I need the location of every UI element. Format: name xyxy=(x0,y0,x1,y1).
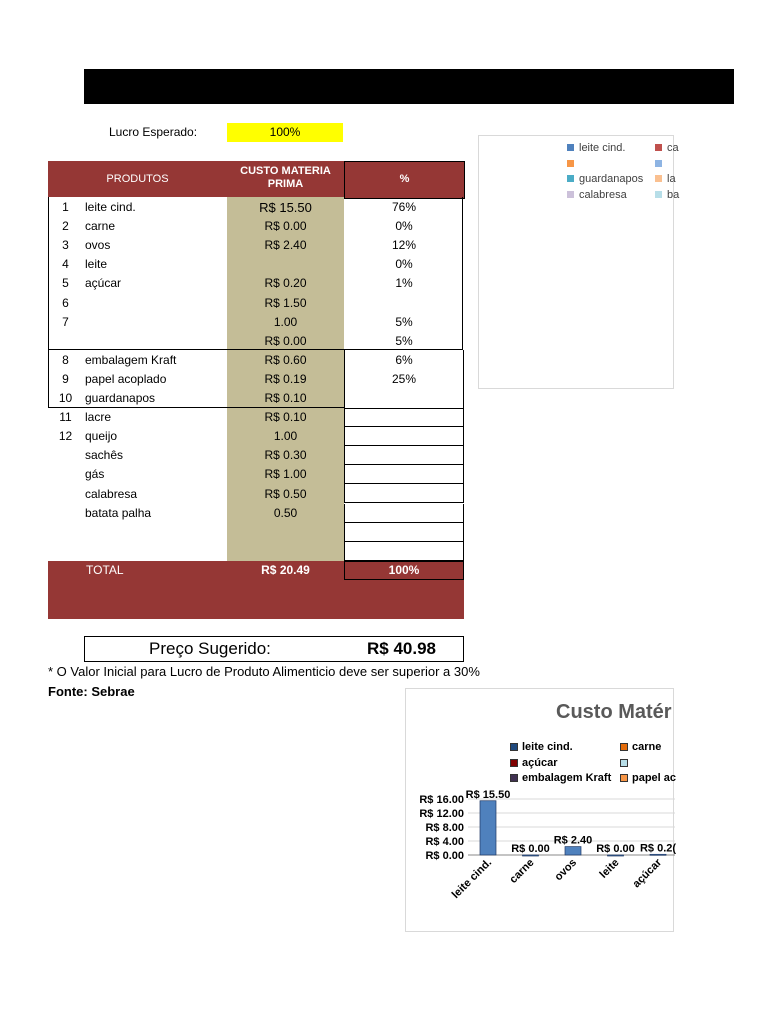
legend-swatch xyxy=(655,160,662,167)
product-cost[interactable]: R$ 2.40 xyxy=(264,238,307,253)
legend-swatch xyxy=(655,144,662,151)
table-row xyxy=(48,255,464,274)
table-row xyxy=(48,370,464,389)
legend-label: ca xyxy=(667,142,679,154)
table-row xyxy=(48,313,464,332)
table-row xyxy=(48,351,464,370)
bar xyxy=(523,855,539,856)
y-tick-label: R$ 16.00 xyxy=(419,794,464,806)
legend-label: papel ac xyxy=(632,772,677,784)
product-name[interactable]: carne xyxy=(85,219,116,234)
row-number: 1 xyxy=(62,200,69,214)
empty-percent-cell[interactable] xyxy=(344,427,464,446)
row-number: 7 xyxy=(62,314,69,329)
product-name[interactable]: queijo xyxy=(85,429,118,444)
legend-item xyxy=(567,158,579,170)
product-name[interactable]: papel acoplado xyxy=(85,371,167,386)
product-name[interactable]: gás xyxy=(85,467,105,482)
product-percent[interactable]: 1% xyxy=(395,276,413,291)
preco-sugerido-box xyxy=(84,636,464,662)
product-percent[interactable]: 5% xyxy=(395,314,413,329)
row-number: 5 xyxy=(62,276,69,291)
data-label: R$ 0.00 xyxy=(596,843,635,855)
row-number: 4 xyxy=(62,257,69,272)
table-row xyxy=(48,217,464,236)
category-label: ovos xyxy=(552,856,580,884)
bar xyxy=(650,854,666,855)
data-label: R$ 0.00 xyxy=(511,843,550,855)
header-custo: CUSTO MATERIA PRIMA xyxy=(227,161,344,197)
product-name[interactable]: leite xyxy=(85,257,108,272)
bar xyxy=(480,801,496,855)
product-name[interactable]: sachês xyxy=(85,448,124,463)
product-name[interactable]: calabresa xyxy=(85,486,138,501)
product-percent[interactable]: 12% xyxy=(391,238,417,253)
total-cost: R$ 20.49 xyxy=(261,563,310,577)
legend-item xyxy=(655,158,667,170)
row-number: 3 xyxy=(62,238,69,253)
legend-label: embalagem Kraft xyxy=(522,772,612,784)
row-number: 6 xyxy=(62,295,69,310)
y-tick-label: R$ 0.00 xyxy=(425,850,464,862)
row-number: 12 xyxy=(58,429,73,444)
table-row xyxy=(48,294,464,313)
product-name[interactable]: leite cind. xyxy=(85,200,136,214)
product-percent[interactable]: 0% xyxy=(395,219,413,234)
legend-item xyxy=(655,189,679,201)
legend-label: leite cind. xyxy=(579,142,626,154)
legend-item xyxy=(567,142,625,154)
table-row xyxy=(48,332,464,351)
legend-label: carne xyxy=(632,741,662,753)
table-row xyxy=(48,389,464,408)
header-produtos: PRODUTOS xyxy=(48,161,227,197)
bar xyxy=(608,855,624,856)
product-cost[interactable]: R$ 0.10 xyxy=(264,410,307,425)
product-cost[interactable]: 1.00 xyxy=(273,429,298,444)
legend-label: guardanapos xyxy=(579,173,644,185)
table-row xyxy=(48,274,464,293)
product-cost[interactable]: R$ 15.50 xyxy=(259,200,312,215)
legend-swatch xyxy=(567,144,574,151)
table-row xyxy=(48,236,464,255)
total-label: TOTAL xyxy=(86,563,124,577)
legend-swatch xyxy=(567,175,574,182)
lucro-value-cell[interactable]: 100% xyxy=(227,123,343,142)
category-label: carne xyxy=(507,856,537,886)
legend-label: leite cind. xyxy=(522,741,573,753)
legend-swatch xyxy=(567,160,574,167)
legend-item xyxy=(567,173,643,185)
legend-label: ba xyxy=(667,188,680,201)
empty-percent-cell[interactable] xyxy=(344,523,464,542)
product-cost[interactable]: R$ 0.10 xyxy=(264,391,307,405)
data-label: R$ 2.40 xyxy=(553,834,593,847)
row-number: 9 xyxy=(62,371,69,386)
legend-swatch xyxy=(655,175,662,182)
product-percent[interactable]: 0% xyxy=(395,257,413,272)
bar xyxy=(565,847,581,855)
row-number: 8 xyxy=(62,352,69,367)
category-label: leite xyxy=(597,856,622,881)
product-percent[interactable]: 5% xyxy=(395,333,413,348)
product-percent[interactable]: 6% xyxy=(395,352,413,367)
header-percent: % xyxy=(344,161,465,199)
category-label: açúcar xyxy=(630,856,665,891)
total-percent: 100% xyxy=(344,561,464,580)
y-tick-label: R$ 8.00 xyxy=(425,822,464,834)
row-number: 10 xyxy=(58,391,73,405)
row-number: 2 xyxy=(62,219,69,234)
empty-percent-cell[interactable] xyxy=(344,446,464,465)
bar-chart-panel[interactable] xyxy=(405,688,677,932)
preco-value: R$ 40.98 xyxy=(367,639,436,658)
table-row xyxy=(48,198,464,217)
row-number: 11 xyxy=(59,410,72,425)
product-name[interactable]: açúcar xyxy=(85,276,122,291)
product-cost[interactable]: R$ 1.00 xyxy=(264,467,307,482)
product-cost[interactable]: R$ 0.30 xyxy=(264,448,307,463)
product-cost[interactable]: R$ 0.00 xyxy=(264,333,307,348)
product-name[interactable]: guardanapos xyxy=(85,391,156,405)
product-cost[interactable]: R$ 1.50 xyxy=(264,295,307,310)
legend-swatch xyxy=(567,191,574,198)
product-cost[interactable]: 1.00 xyxy=(273,314,298,329)
empty-percent-cell[interactable] xyxy=(344,484,464,503)
note-text: * O Valor Inicial para Lucro de Produto Alimenticio deve ser superior a 30% xyxy=(48,664,480,679)
product-cost[interactable]: 0.50 xyxy=(273,505,298,520)
legend-label: açúcar xyxy=(522,756,558,769)
product-cost[interactable]: R$ 0.50 xyxy=(264,486,307,501)
category-label: leite cind. xyxy=(449,856,495,902)
bar-chart-svg xyxy=(406,689,675,933)
product-percent[interactable]: 25% xyxy=(391,371,417,386)
empty-percent-cell[interactable] xyxy=(344,542,464,561)
product-name[interactable]: lacre xyxy=(85,410,112,425)
empty-percent-cell[interactable] xyxy=(344,465,464,484)
y-tick-label: R$ 12.00 xyxy=(419,808,464,820)
legend-item xyxy=(655,173,676,185)
empty-percent-cell[interactable] xyxy=(344,504,464,523)
product-cost[interactable]: R$ 0.19 xyxy=(264,371,307,386)
product-cost[interactable]: R$ 0.00 xyxy=(264,219,307,234)
product-cost[interactable]: R$ 0.60 xyxy=(264,352,307,367)
header-bar xyxy=(84,69,734,104)
preco-label: Preço Sugerido: xyxy=(149,639,271,658)
legend-item xyxy=(655,142,679,154)
product-name[interactable]: batata palha xyxy=(85,505,152,520)
legend-label: calabresa xyxy=(579,188,627,201)
fonte-text: Fonte: Sebrae xyxy=(48,684,135,699)
data-label: R$ 0.2( xyxy=(639,842,677,855)
product-name[interactable]: embalagem Kraft xyxy=(85,352,177,367)
empty-percent-cell[interactable] xyxy=(344,408,464,427)
y-tick-label: R$ 4.00 xyxy=(425,836,464,848)
data-label: R$ 15.50 xyxy=(465,788,511,801)
product-cost[interactable]: R$ 0.20 xyxy=(264,276,307,291)
legend-swatch xyxy=(655,191,662,198)
product-percent[interactable]: 76% xyxy=(391,200,417,214)
chart-title: Custo Matér xyxy=(556,701,672,723)
product-name[interactable]: ovos xyxy=(85,238,111,253)
lucro-label: Lucro Esperado: xyxy=(109,125,198,139)
legend-item xyxy=(567,189,627,201)
pie-chart-panel[interactable] xyxy=(478,135,680,389)
legend-label: la xyxy=(667,173,676,185)
